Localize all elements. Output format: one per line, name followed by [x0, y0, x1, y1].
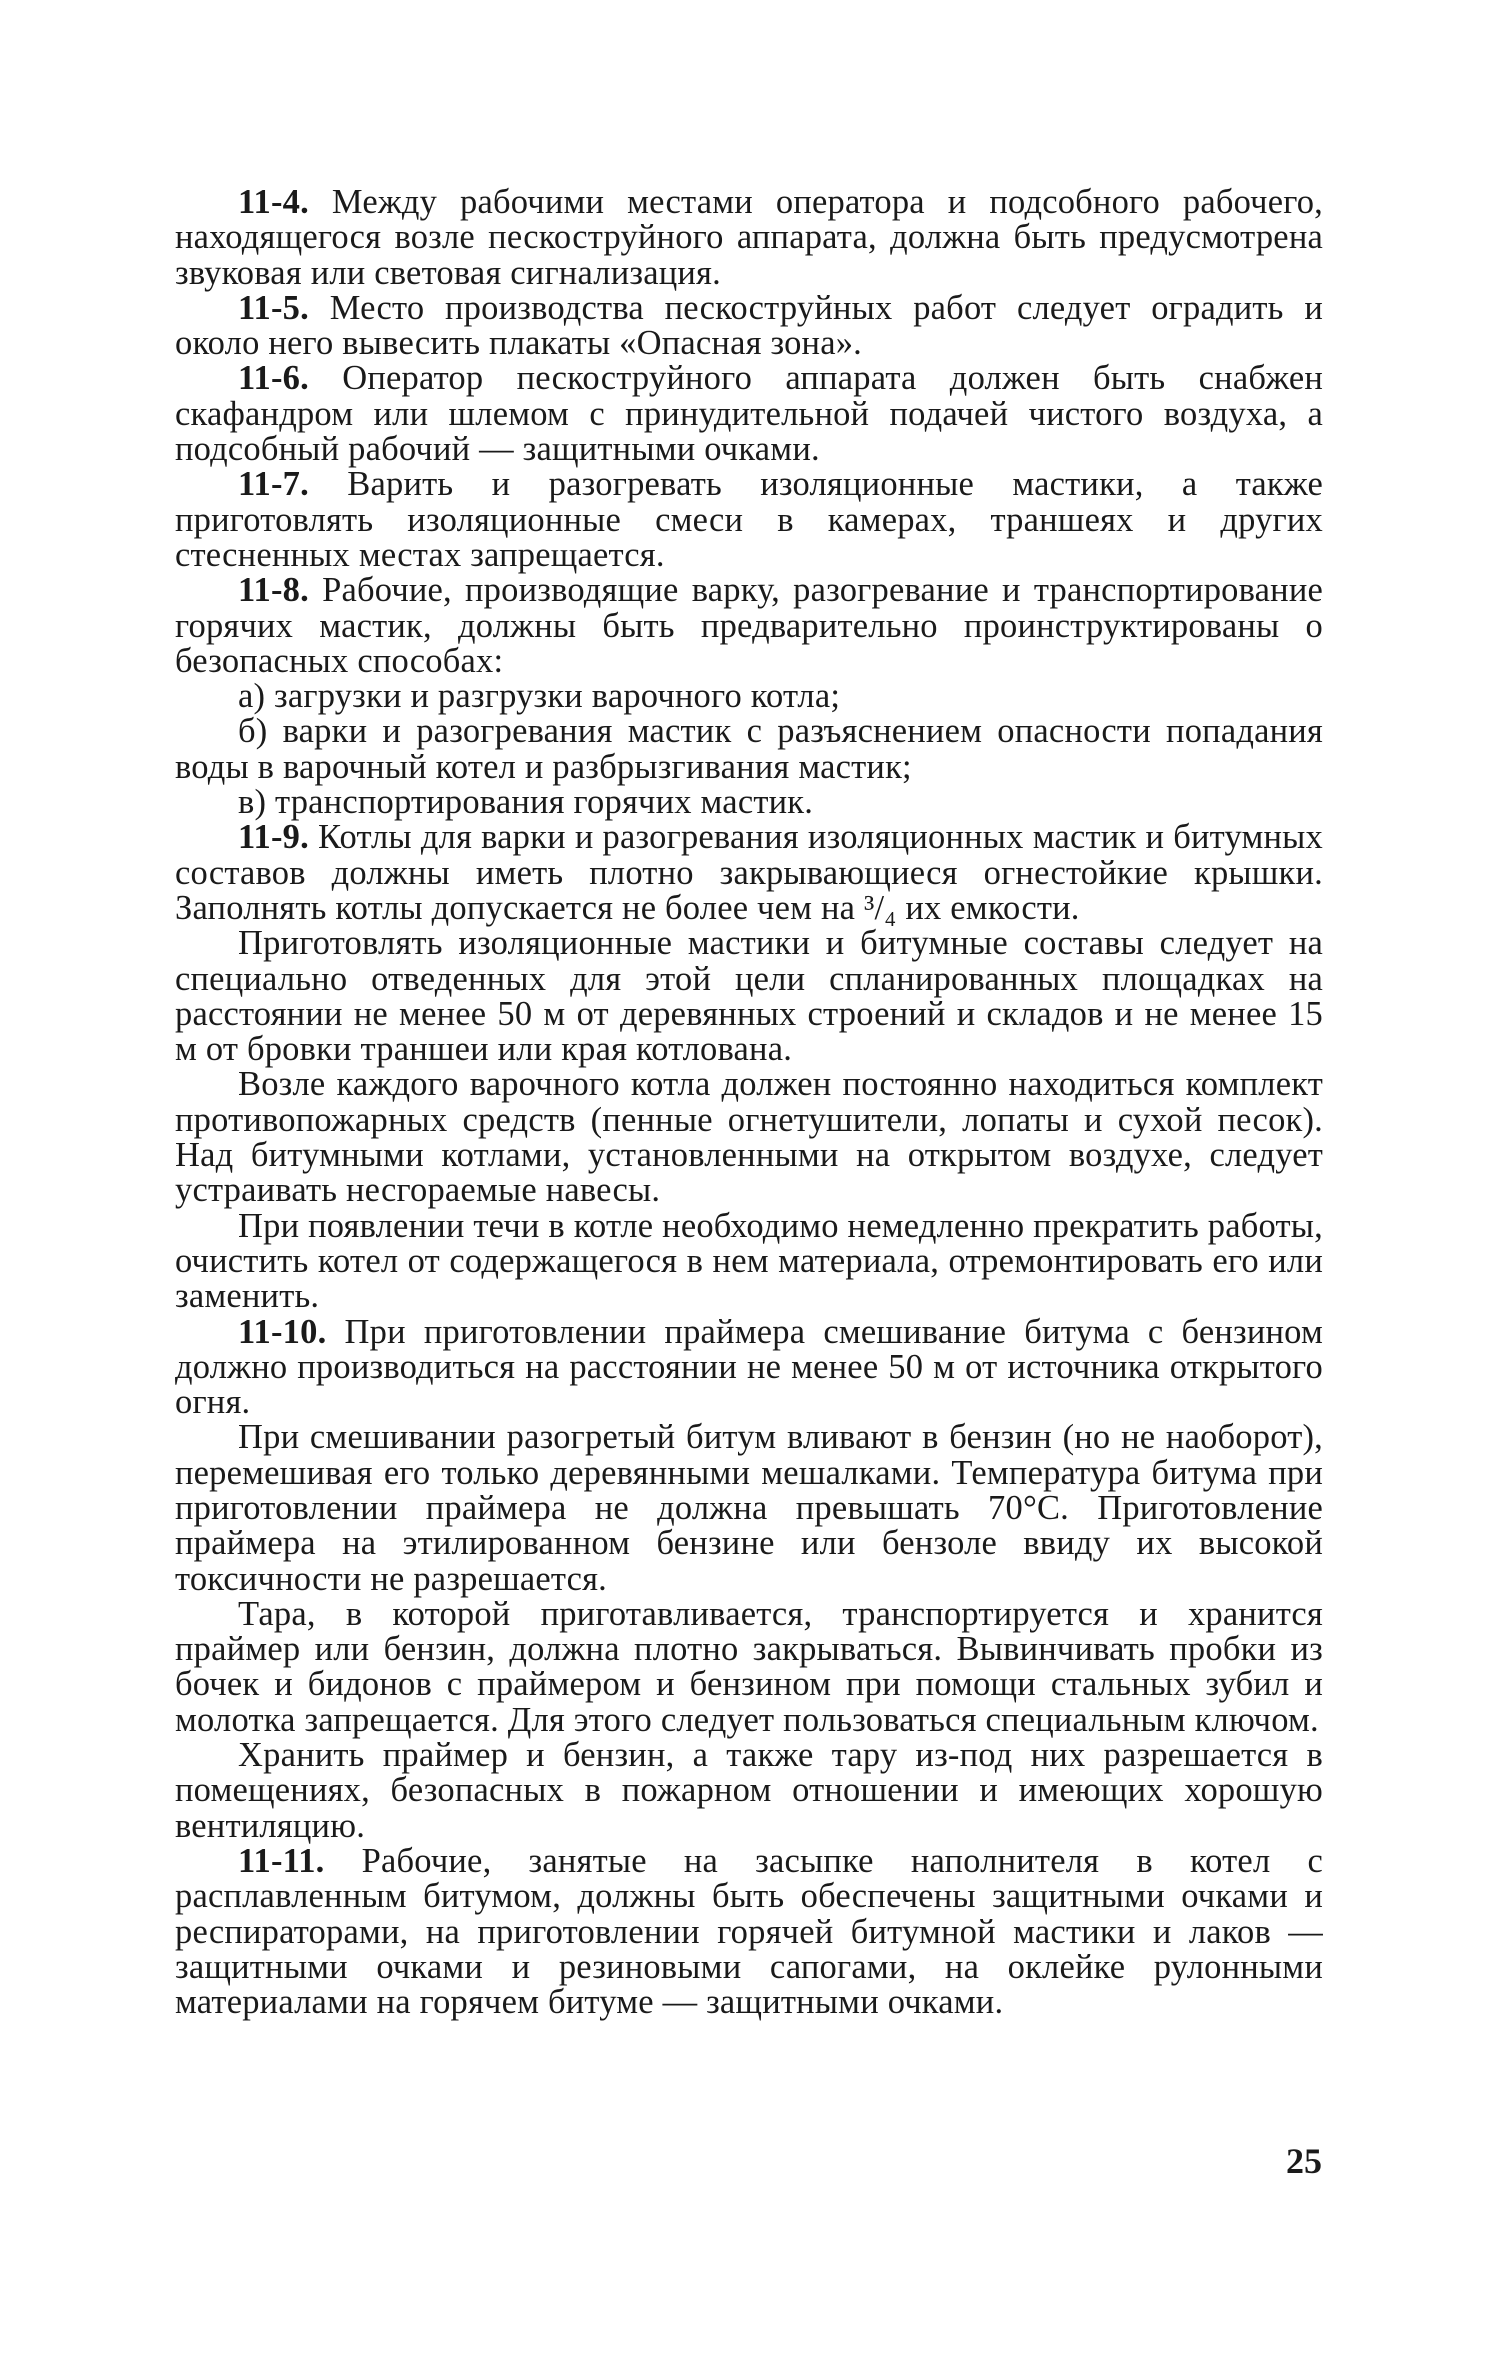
page-body	[175, 185, 1323, 2020]
section-number: 11-11.	[238, 1841, 325, 1880]
paragraph-text: При смешивании разогретый битум вливают в бензин (но не наоборот), перемешивая его только деревянными мешалками. Температура битума при приготовлении праймера не должна превышать 70°С. Приготовление праймера на этилированном бензине или бензоле ввиду их высокой токсичности не разрешается.	[175, 1418, 1323, 1598]
section-number: 11-9.	[238, 818, 309, 857]
paragraph-11-11	[175, 1841, 1323, 2022]
paragraph-mastic-site	[175, 926, 1323, 1067]
list-item-b	[175, 714, 1323, 785]
paragraph-text: Возле каждого варочного котла должен постоянно находиться комплект противопожарных средств (пенные огнетушители, лопаты и сухой песок). Над битумными котлами, установленными на открытом воздухе, следует устраивать несгораемые навесы.	[175, 1065, 1323, 1210]
paragraph-11-6	[175, 361, 1323, 467]
section-number: 11-5.	[238, 288, 309, 327]
section-number: 11-8.	[238, 571, 309, 610]
paragraph-text: Оператор пескоструйного аппарата должен быть снабжен скафандром или шлемом с принудительной подачей чистого воздуха, а подсобный рабочий — защитными очками.	[175, 359, 1323, 469]
section-number: 11-10.	[238, 1312, 327, 1351]
paragraph-text: а) загрузки и разгрузки варочного котла;	[238, 677, 841, 716]
paragraph-text: Приготовлять изоляционные мастики и битумные составы следует на специально отведенных для этой цели спланированных площадках на расстоянии не менее 50 м от деревянных строений и складов и не менее 15 м от бровки траншеи или края котлована.	[175, 924, 1323, 1069]
paragraph-text: в) транспортирования горячих мастик.	[238, 783, 814, 822]
paragraph-text: Между рабочими местами оператора и подсобного рабочего, находящегося возле пескоструйного аппарата, должна быть предусмотрена звуковая или световая сигнализация.	[175, 183, 1323, 292]
paragraph-mixing	[175, 1420, 1323, 1596]
paragraph-11-4	[175, 185, 1323, 291]
paragraph-fire-equipment	[175, 1067, 1323, 1208]
section-number: 11-7.	[238, 465, 309, 504]
section-number: 11-6.	[238, 359, 309, 398]
paragraph-text: Варить и разогревать изоляционные мастики, а также приготовлять изоляционные смеси в камерах, траншеях и других стесненных местах запрещается.	[175, 465, 1323, 574]
paragraph-text: Тара, в которой приготавливается, транспортируется и хранится праймер или бензин, должна плотно закрываться. Вывинчивать пробки из бочек и бидонов с праймером и бензином при помощи стальных зубил и молотка запрещается. Для этого следует пользоваться специальным ключом.	[175, 1594, 1323, 1739]
paragraph-text: Рабочие, занятые на засыпке наполнителя в котел с расплавленным битумом, должны быть обеспечены защитными очками и респираторами, на приготовлении горячей битумной мастики и лаков — защитными очками и резиновыми сапогами, на оклейке рулонными материалами на горячем битуме — защитными очками.	[175, 1841, 1323, 2022]
paragraph-containers	[175, 1594, 1323, 1739]
paragraph-text: Котлы для варки и разогревания изоляционных мастик и битумных составов должны иметь плотно закрывающиеся огнестойкие крышки. Заполнять котлы допускается не более чем на ³/₄ их емкости.	[175, 818, 1323, 927]
paragraph-text: б) варки и разогревания мастик с разъяснением опасности попадания воды в варочный котел и разбрызгивания мастик;	[175, 712, 1323, 786]
paragraph-11-9	[175, 820, 1323, 926]
paragraph-text: При появлении течи в котле необходимо немедленно прекратить работы, очистить котел от содержащегося в нем материала, отремонтировать его или заменить.	[175, 1206, 1323, 1316]
paragraph-text: Хранить праймер и бензин, а также тару из-под них разрешается в помещениях, безопасных в пожарном отношении и имеющих хорошую вентиляцию.	[175, 1736, 1323, 1845]
paragraph-leak	[175, 1206, 1323, 1316]
paragraph-11-7	[175, 467, 1323, 573]
list-item-v	[175, 785, 1323, 820]
section-number: 11-4.	[238, 183, 309, 221]
paragraph-11-8	[175, 573, 1323, 679]
paragraph-text: При приготовлении праймера смешивание битума с бензином должно производиться на расстоянии не менее 50 м от источника открытого огня.	[175, 1312, 1323, 1422]
paragraph-11-5	[175, 288, 1323, 363]
page-number: 25	[1286, 2141, 1322, 2181]
paragraph-storage	[175, 1738, 1323, 1844]
paragraph-text: Место производства пескоструйных работ следует оградить и около него вывесить плакаты «Опасная зона».	[175, 288, 1323, 363]
paragraph-text: Рабочие, производящие варку, разогревание и транспортирование горячих мастик, должны быть предварительно проинструктированы о безопасных способах:	[175, 571, 1323, 680]
paragraph-11-10	[175, 1312, 1323, 1422]
list-item-a	[175, 679, 1323, 714]
